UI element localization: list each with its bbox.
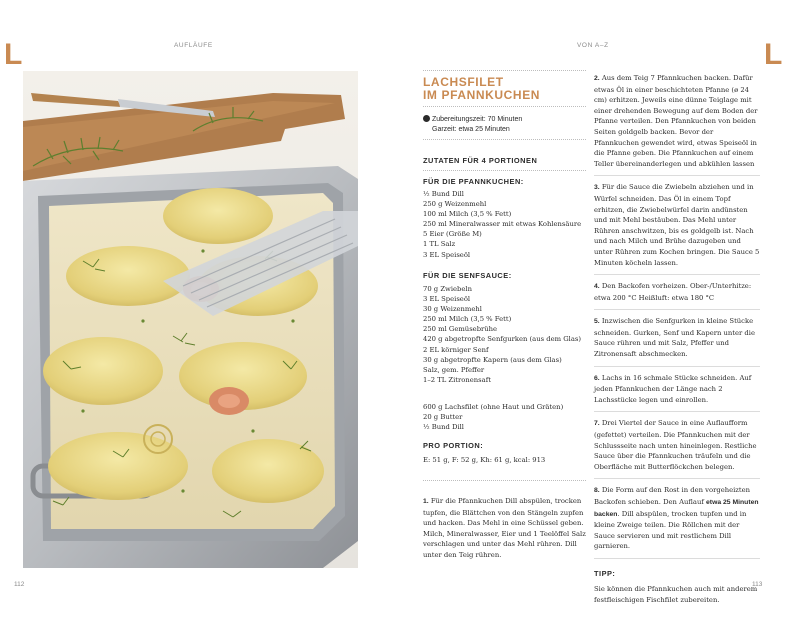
pancake-list [423,189,581,260]
time-info [423,115,588,135]
step-text: Aus dem Teig 7 Pfannkuchen backen. Dafür etwas Öl in einer beschichteten Pfanne (ø 24 cm) erhitzen. Jeweils eine dünne Teiglage mit einer drehenden Bewegung auf dem Boden der Pfanne verteilen. Den Pfannkuchen von beiden Seiten goldgelb backen. Bevor der Pfannkuchen gewendet wird, etwas Speiseöl in die Pfanne geben. Die Pfannkuchen auf einem Teller übereinanderlegen und abkühlen lassen [594,74,758,168]
recipe-step-7 [594,418,760,472]
list-item: Salz, gem. Pfeffer [423,365,485,374]
step-divider [594,366,760,367]
tip-text: Sie können die Pfannkuchen auch mit anderem festfleischigen Fischfilet zubereiten. [594,584,758,604]
list-item: 1–2 TL Zitronensaft [423,375,491,384]
list-item: 3 EL Speiseöl [423,250,471,259]
step-text: Die Form auf den Rost in den vorgeheizten Backofen schieben. Den Auflauf [594,486,751,506]
step-number: 5. [594,318,600,326]
list-item: 250 g Weizenmehl [423,200,487,209]
title-rule-top [423,70,586,71]
salmon-crepe-casserole-photo [23,71,358,568]
tip-heading: TIPP: [594,568,616,578]
list-item: 3 EL Speiseöl [423,295,471,304]
list-item: ½ Bund Dill [423,423,464,432]
page-number-right: 113 [752,581,763,588]
title-rule-bottom [423,106,586,107]
ingredients-rule [423,170,586,171]
portion-rule [423,480,586,481]
recipe-title-line2: IM PFANNKUCHEN [423,88,541,102]
step-number: 3. [594,184,600,192]
section-letter-right: L [764,38,783,71]
list-item: 250 ml Gemüsebrühe [423,325,498,334]
step-divider [594,175,760,176]
step-text: Drei Viertel der Sauce in eine Auflaufform (gefettet) verteilen. Die Pfannkuchen mit der Schlussseite nach unten hineinlegen. Restliche Sauce über die Pfannkuchen träufeln und die Oberfläche mit Butterflöckchen belegen. [594,419,757,471]
list-item: 1 TL Salz [423,240,456,249]
step-divider [594,478,760,479]
recipe-step-8 [594,485,760,552]
recipe-step-3 [594,182,760,268]
list-item: 250 ml Milch (3,5 % Fett) [423,315,512,324]
steps-column [594,73,763,605]
step-divider [594,411,760,412]
step-text: Für die Pfannkuchen Dill abspülen, trocken tupfen, die Blättchen von den Stängeln zupfen und hacken. Das Mehl in eine Schüssel geben. Milch, Mineralwasser, Eier und 1 Teelöffel Salz verschlagen und unter das Mehl rühren. Dill unter den Teig rühren. [423,497,586,559]
list-item: ½ Bund Dill [423,190,464,198]
step-number: 8. [594,487,600,495]
clock-icon [423,115,430,122]
step-text: . Dill abspülen, trocken tupfen und in kleine Zweige teilen. Die Röllchen mit der Sauce servieren und mit restlichem Dill garnieren. [594,509,747,551]
list-item: 250 ml Mineralwasser mit etwas Kohlensäure [423,220,582,229]
recipe-step-5 [594,316,760,359]
list-item: 420 g abgetropfte Senfgurken (aus dem Glas) [423,335,582,344]
sauce-heading: FÜR DIE SENFSAUCE: [423,271,512,280]
recipe-step-1 [423,496,589,561]
list-item: 5 Eier (Größe M) [423,230,482,239]
recipe-title-line1: LACHSFILET [423,75,504,89]
recipe-step-2 [594,73,760,169]
list-item: 2 EL körniger Senf [423,345,489,354]
list-item: 30 g abgetropfte Kapern (aus dem Glas) [423,355,562,364]
step-number: 7. [594,420,600,428]
recipe-step-6 [594,373,760,406]
list-item: 30 g Weizenmehl [423,305,482,314]
step-text: Für die Sauce die Zwiebeln abziehen und in Würfel schneiden. Das Öl in einem Topf erhitzen, die Zwiebelwürfel darin andünsten und mit Mehl bestäuben. Das Mehl unter Rühren anschwitzen, bis es goldgelb ist. Nach und nach Milch und Brühe dazugeben und unter Rühren zum Kochen bringen. Die Sauce 5 Minuten köcheln lassen. [594,183,760,267]
step-divider [594,558,760,559]
portion-heading: PRO PORTION: [423,441,484,450]
running-head-right: VON A–Z [577,42,609,49]
cook-time: Garzeit: etwa 25 Minuten [432,126,510,133]
list-item: 20 g Butter [423,413,463,422]
step-text: Inzwischen die Senfgurken in kleine Stücke schneiden. Gurken, Senf und Kapern unter die Sauce rühren und mit Salz, Pfeffer und Zitronensaft abschmecken. [594,317,755,359]
step-number: 4. [594,283,600,291]
page-number-left: 112 [14,581,25,588]
step-number: 2. [594,75,600,82]
extra-list [423,402,563,432]
sauce-list [423,284,581,385]
time-rule [423,139,586,140]
list-item: 600 g Lachsfilet (ohne Haut und Gräten) [423,403,564,411]
step-number: 1. [423,498,429,505]
pancake-heading: FÜR DIE PFANNKUCHEN: [423,177,524,186]
section-letter-left: L [4,38,23,71]
step-number: 6. [594,374,600,382]
step-divider [594,309,760,310]
list-item: 70 g Zwiebeln [423,285,472,293]
list-item: 100 ml Milch (3,5 % Fett) [423,210,512,219]
ingredients-heading: ZUTATEN FÜR 4 PORTIONEN [423,156,538,165]
step-text-bold: etwa 25 Minuten backen [594,499,759,518]
portion-value: E: 51 g, F: 52 g, Kh: 61 g, kcal: 913 [423,456,546,464]
step-text: Den Backofen vorheizen. Ober-/Unterhitze: etwa 200 °C Heißluft: etwa 180 °C [594,282,752,302]
running-head-left: AUFLÄUFE [174,42,213,49]
prep-time: Zubereitungszeit: 70 Minuten [431,116,523,123]
recipe-step-4 [594,281,760,303]
step-text: Lachs in 16 schmale Stücke schneiden. Auf jeden Pfannkuchen der Länge nach 2 Lachsstücke legen und einrollen. [594,373,752,404]
step-divider [594,274,760,275]
